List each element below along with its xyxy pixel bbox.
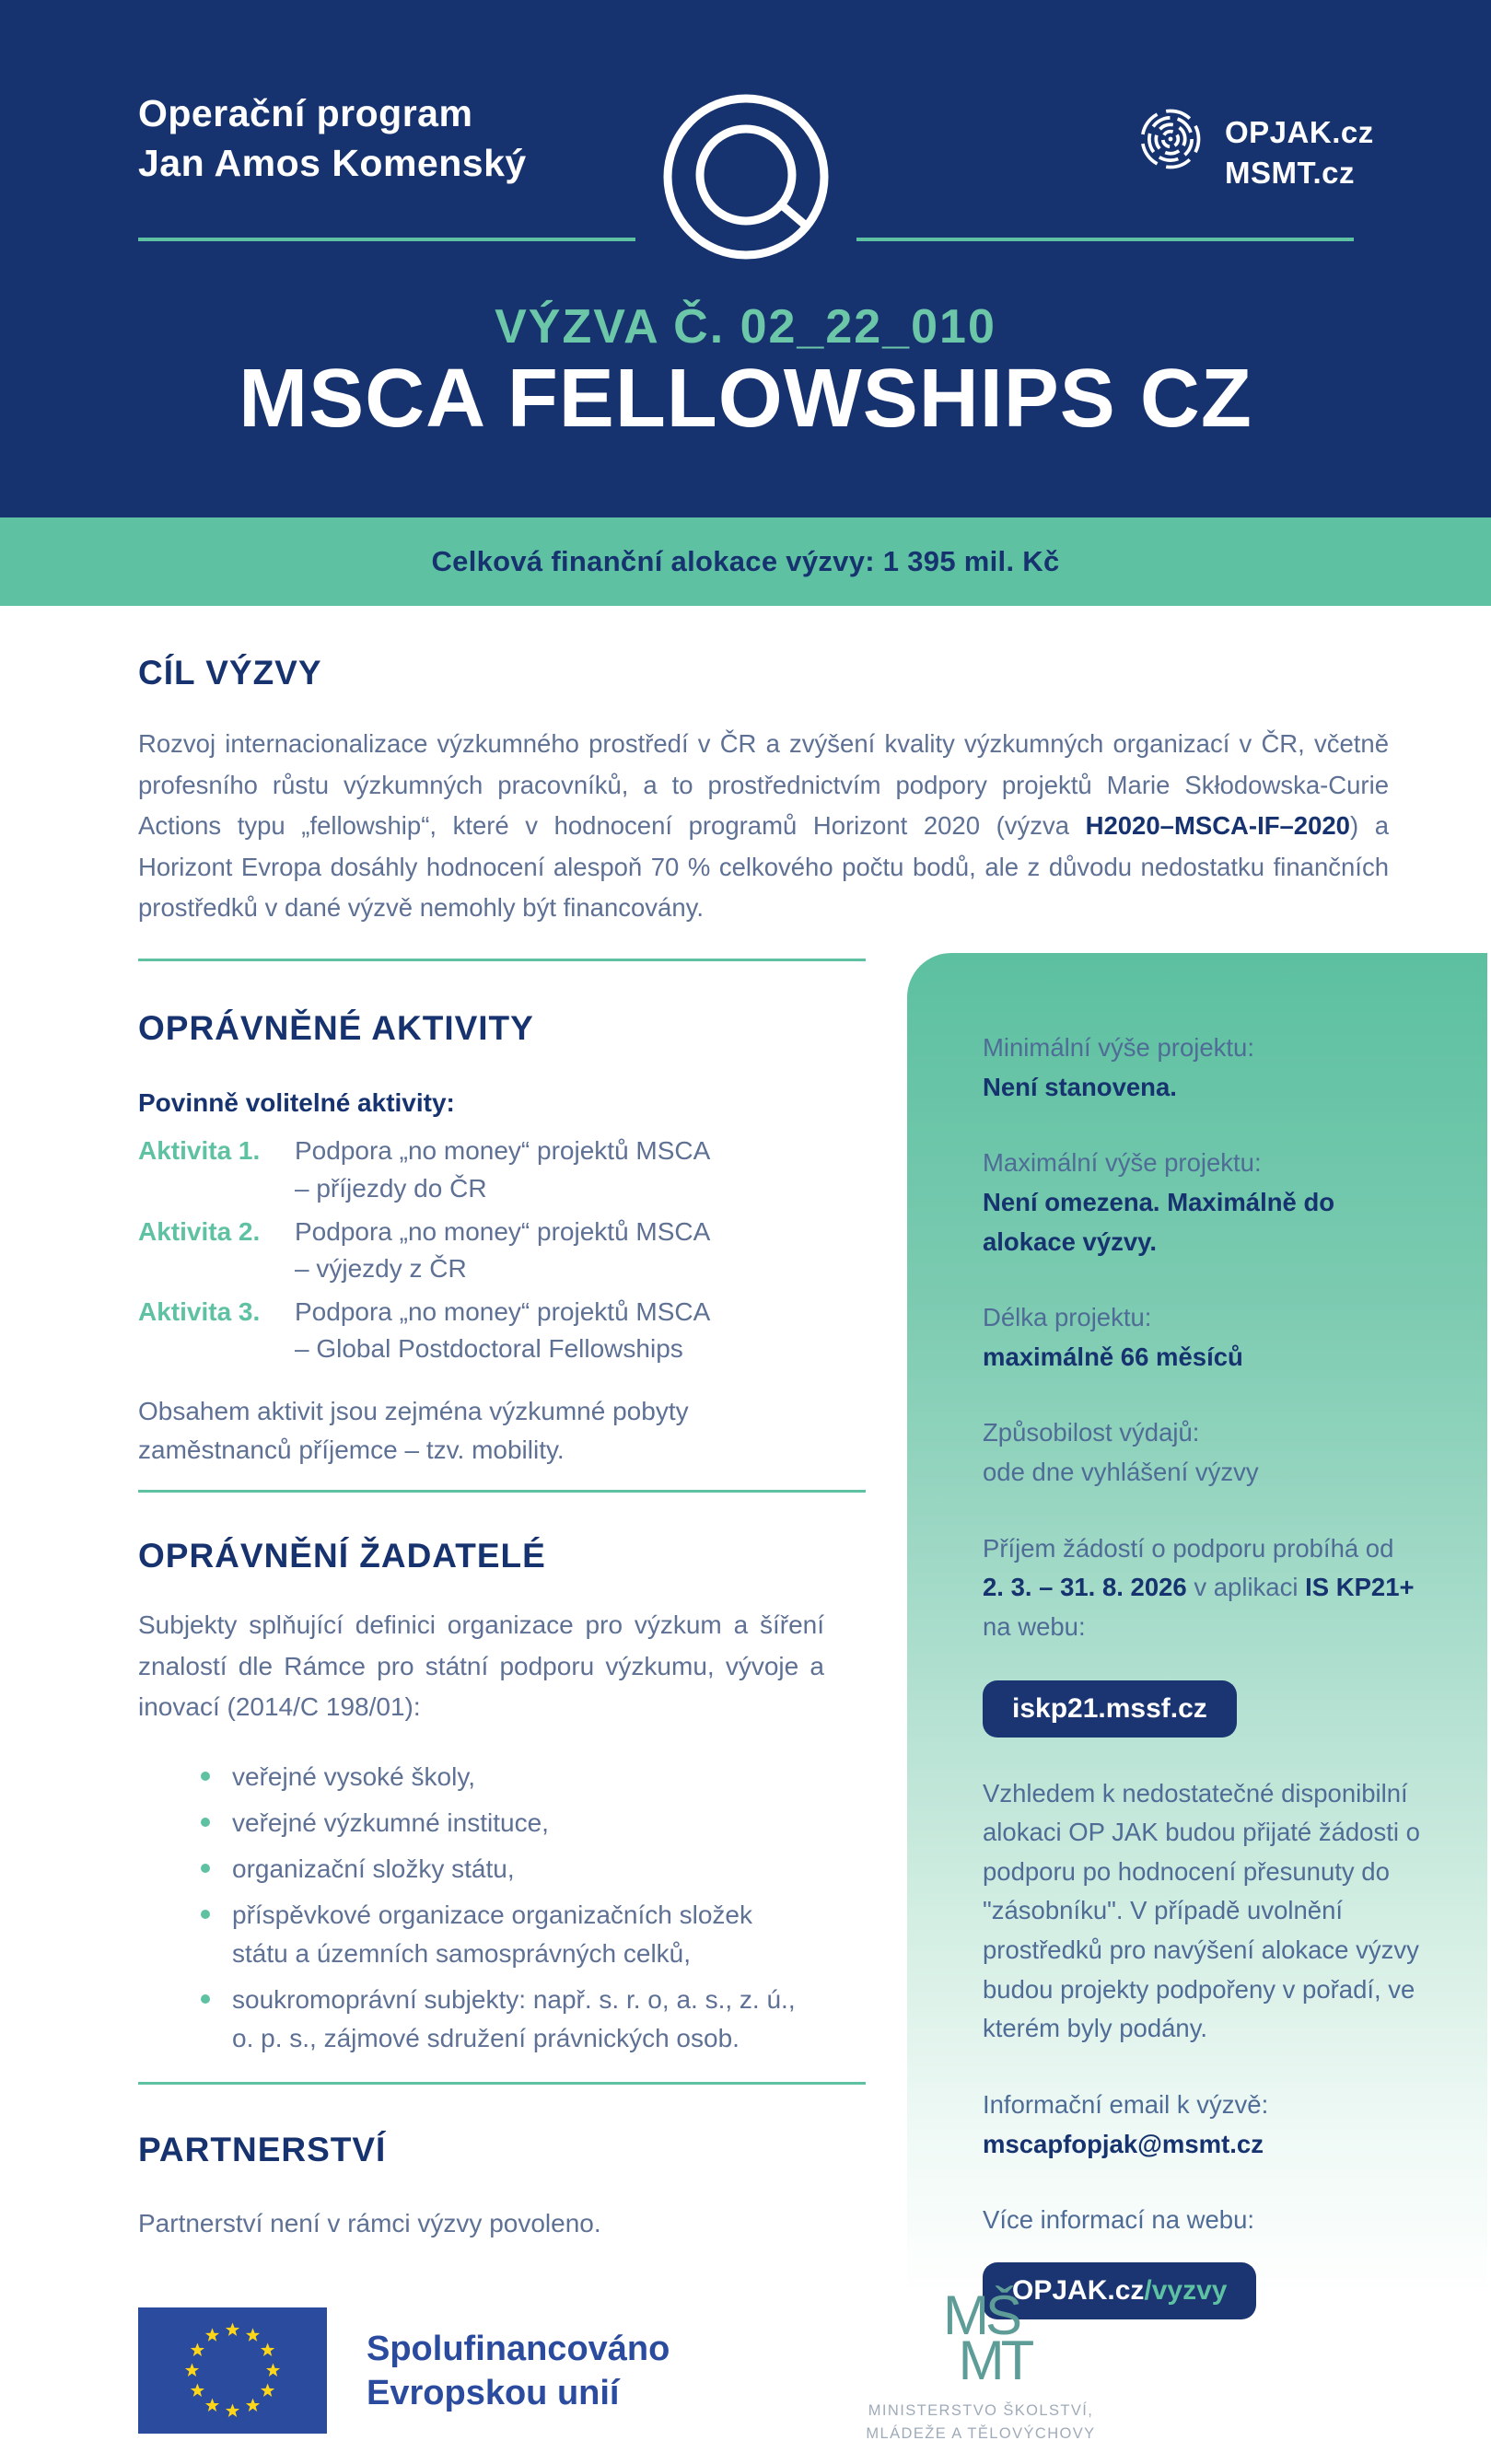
activities-subheading: Povinně volitelné aktivity:: [138, 1087, 455, 1117]
goal-text-after: ) a Horizont Evropa dosáhly hodnocení alespoň 70 % celkového počtu bodů, ale z důvodu nedostatku finančních prostředků v dané výzvě nemohly být financovány.: [138, 811, 1390, 923]
min-amount-value: Není stanovena.: [983, 1072, 1177, 1101]
project-length-value: maximálně 66 měsíců: [983, 1342, 1243, 1371]
eu-text-line1: Spolufinancováno: [367, 2330, 670, 2369]
activity-line1: Podpora „no money“ projektů MSCA: [295, 1296, 711, 1326]
activity-text: [295, 1133, 866, 1207]
eu-flag-icon: [138, 2307, 327, 2434]
section-divider: [138, 959, 866, 961]
section-divider: [138, 2082, 866, 2085]
intake-dates: 2. 3. – 31. 8. 2026: [983, 1573, 1187, 1602]
applicants-heading: OPRÁVNĚNÍ ŽADATELÉ: [138, 1536, 546, 1575]
list-item: veřejné výzkumné instituce,: [199, 1804, 807, 1842]
activities-note: Obsahem aktivit jsou zejména výzkumné pobyty zaměstnanců příjemce – tzv. mobility.: [138, 1396, 689, 1464]
goal-text-bold: H2020–MSCA-IF–2020: [1085, 811, 1350, 841]
opjak-button-suffix: /vyzvy: [1144, 2274, 1228, 2306]
call-number: VÝZVA Č. 02_22_010: [495, 300, 996, 354]
section-divider: [138, 1490, 866, 1493]
min-amount-label: Minimální výše projektu:: [983, 1033, 1254, 1062]
msmt-caption-line2: MLÁDEŽE A TĚLOVÝCHOVY: [866, 2424, 1096, 2442]
opjak-button-main: OPJAK.cz: [1012, 2274, 1145, 2306]
intake-text-3: na webu:: [983, 1611, 1086, 1641]
maze-icon: [1136, 105, 1205, 173]
program-title: [138, 88, 527, 188]
goal-text-before: Rozvoj internacionalizace výzkumného prostředí v ČR a zvýšení kvality výzkumných organizací v ČR, včetně profesního růstu výzkumných pracovníků, a to prostřednictvím podpory projektů Marie Skłodowska-Curie Actions typu „fellowship“, které v hodnocení programů Horizont 2020 (výzva: [138, 729, 1389, 841]
iskp-button[interactable]: iskp21.mssf.cz: [983, 1680, 1237, 1738]
activity-line1: Podpora „no money“ projektů MSCA: [295, 1136, 711, 1166]
magnifier-logo-icon: [656, 87, 836, 271]
web-label: Více informací na webu:: [983, 2205, 1255, 2235]
list-item: organizační složky státu,: [199, 1850, 807, 1889]
allocation-band: [0, 517, 1491, 606]
eligibility-value: ode dne vyhlášení výzvy: [983, 1458, 1259, 1486]
header-banner: [0, 0, 1491, 517]
main-content: [138, 606, 1491, 2464]
list-item: příspěvkové organizace organizačních složek státu a územních samosprávných celků,: [199, 1896, 807, 1973]
intake-app-name: IS KP21+: [1305, 1573, 1415, 1602]
section-goal: [138, 606, 1491, 929]
activity-text: [295, 1214, 866, 1288]
activity-label: Aktivita 1.: [138, 1136, 261, 1166]
msmt-caption: [787, 2400, 1174, 2446]
page-title: MSCA FELLOWSHIPS CZ: [239, 353, 1252, 445]
program-title-line2: Jan Amos Komenský: [138, 142, 527, 185]
eu-cofinancing-label: [367, 2328, 670, 2415]
header-divider-right: [856, 238, 1354, 241]
applicants-intro: Subjekty splňující definici organizace pro výzkum a šíření znalostí dle Rámce pro státní podporu výzkumu, vývoje a inovací (2014/C 198/01):: [138, 1610, 824, 1722]
applicants-list: [199, 1758, 807, 2058]
activity-label: Aktivita 2.: [138, 1216, 261, 1246]
partnership-heading: PARTNERSTVÍ: [138, 2131, 387, 2169]
goal-heading: CÍL VÝZVY: [138, 654, 322, 692]
msmt-caption-line1: MINISTERSTVO ŠKOLSTVÍ,: [868, 2401, 1094, 2419]
activity-text: [295, 1294, 866, 1368]
intake-text-1: Příjem žádostí o podporu probíhá od: [983, 1533, 1394, 1563]
activity-line1: Podpora „no money“ projektů MSCA: [295, 1216, 711, 1246]
msmt-link[interactable]: MSMT.cz: [1225, 155, 1356, 190]
opjak-link[interactable]: OPJAK.cz: [1225, 115, 1374, 149]
activities-heading: OPRÁVNĚNÉ AKTIVITY: [138, 1008, 534, 1047]
eu-text-line2: Evropskou unií: [367, 2373, 620, 2412]
max-amount-label: Maximální výše projektu:: [983, 1148, 1262, 1178]
header-divider-left: [138, 238, 635, 241]
activity-line2: – výjezdy z ČR: [295, 1254, 467, 1284]
intake-text-2: v aplikaci: [1186, 1573, 1306, 1602]
section-applicants: [138, 1537, 866, 2058]
allocation-text: Celková finanční alokace výzvy: 1 395 mil. Kč: [431, 545, 1060, 577]
activity-label: Aktivita 3.: [138, 1296, 261, 1326]
activities-list: [138, 1133, 866, 1368]
list-item: soukromoprávní subjekty: např. s. r. o, a. s., z. ú., o. p. s., zájmové sdružení právnických osob.: [199, 1981, 807, 2058]
site-links: [1225, 112, 1374, 192]
goal-paragraph: [138, 724, 1389, 929]
queue-note: Vzhledem k nedostatečné disponibilní alokaci OP JAK budou přijaté žádosti o podporu po hodnocení přesunuty do "zásobníku". V případě uvolnění prostředků pro navýšení alokace výzvy budou projekty podpořeny v pořadí, ve kterém byly podány.: [983, 1778, 1420, 2043]
list-item: veřejné vysoké školy,: [199, 1758, 807, 1796]
max-amount-value: Není omezena. Maximálně do alokace výzvy.: [983, 1187, 1335, 1256]
partnership-text: Partnerství není v rámci výzvy povoleno.: [138, 2209, 601, 2238]
section-activities: [138, 1009, 866, 1470]
eligibility-label: Způsobilost výdajů:: [983, 1418, 1200, 1447]
msmt-monogram-top: MŠ: [943, 2284, 1019, 2347]
email-value: mscapfopjak@msmt.cz: [983, 2129, 1264, 2158]
msmt-monogram-bottom: MT: [958, 2330, 1031, 2392]
email-label: Informační email k výzvě:: [983, 2089, 1269, 2119]
section-partnership: [138, 2131, 866, 2243]
activity-line2: – Global Postdoctoral Fellowships: [295, 1334, 683, 1364]
program-title-line1: Operační program: [138, 92, 473, 134]
project-length-label: Délka projektu:: [983, 1303, 1152, 1332]
activity-line2: – příjezdy do ČR: [295, 1173, 487, 1203]
